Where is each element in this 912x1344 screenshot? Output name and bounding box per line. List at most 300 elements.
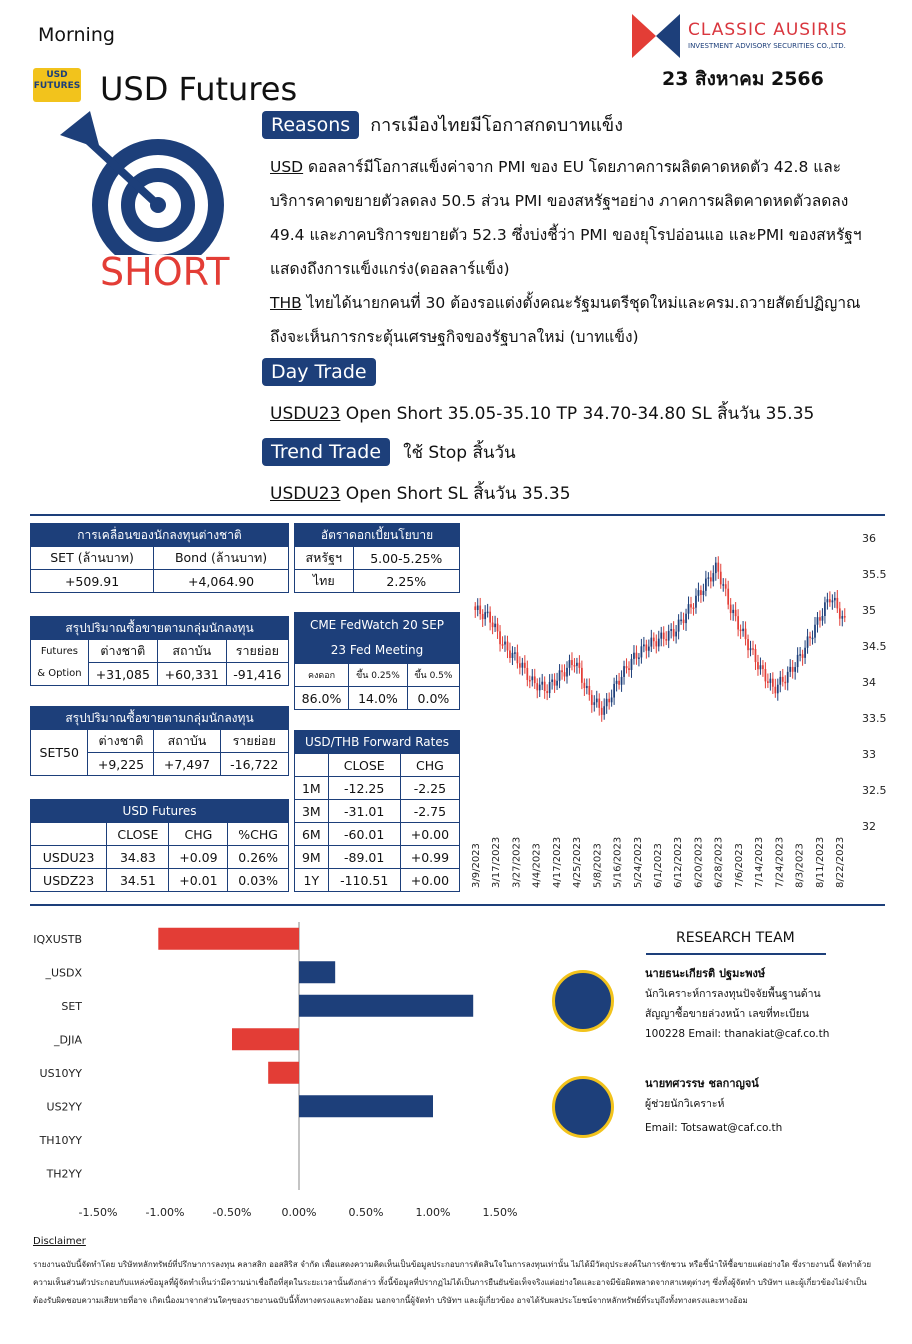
candle-body: [760, 665, 762, 669]
candle-body: [658, 639, 660, 647]
candle-body: [660, 633, 662, 639]
candle-body: [596, 699, 598, 703]
usd-candlestick-chart: [466, 522, 886, 894]
day-trade-symbol: USDU23: [270, 404, 341, 424]
x-tick-label: -1.00%: [145, 1206, 185, 1219]
candle-body: [554, 680, 556, 686]
set-header: SET (ล้านบาท): [31, 547, 154, 570]
y-tick-label: 32: [862, 820, 876, 833]
candle-body: [685, 614, 687, 623]
bar: [299, 995, 473, 1017]
target-dart-icon: [50, 105, 230, 255]
candle-body: [787, 672, 789, 683]
candle-body: [546, 691, 548, 693]
candle-body: [536, 683, 538, 690]
company-name: CLASSIC AUSIRIS: [688, 20, 848, 40]
bar-category-label: SET: [61, 999, 82, 1013]
candle-body: [797, 655, 799, 667]
x-tick-label: 6/28/2023: [713, 836, 725, 888]
candle-body: [767, 681, 769, 683]
market-change-bar-chart: [30, 918, 530, 1223]
candle-body: [603, 706, 605, 715]
x-tick-label: 6/20/2023: [693, 836, 705, 888]
candle-body: [633, 653, 635, 659]
candle-body: [727, 589, 729, 605]
chg-header: CHG: [169, 823, 228, 846]
x-tick-label: 5/16/2023: [612, 836, 624, 888]
candle-body: [819, 617, 821, 621]
chg-value: +0.99: [400, 846, 459, 869]
analyst-1-contact: 100228 Email: thanakiat@caf.co.th: [645, 1028, 830, 1040]
candle-body: [593, 702, 595, 705]
company-logo-icon: [632, 14, 680, 58]
candle-body: [707, 577, 709, 579]
chg-value: +0.01: [169, 869, 228, 892]
candle-body: [720, 572, 722, 585]
close-header: CLOSE: [328, 754, 400, 777]
bar-category-label: US2YY: [46, 1100, 82, 1114]
bar-category-label: US10YY: [39, 1066, 82, 1080]
bond-header: Bond (ล้านบาท): [154, 547, 289, 570]
forward-rates-title: USD/THB Forward Rates: [295, 731, 460, 754]
y-tick-label: 34: [862, 676, 876, 689]
analyst-photo: [552, 970, 614, 1032]
x-tick-label: 0.50%: [348, 1206, 384, 1219]
assistant-photo: [552, 1076, 614, 1138]
candle-body: [680, 620, 682, 622]
candle-body: [531, 676, 533, 680]
candle-body: [579, 663, 581, 668]
candle-body: [698, 590, 700, 596]
candle-body: [556, 681, 558, 686]
analyst-2-name: นายทศวรรษ ชลกาญจน์: [645, 1077, 759, 1090]
tenor: 9M: [295, 846, 329, 869]
fedwatch-table: [294, 612, 460, 710]
close-value: -60.01: [328, 823, 400, 846]
chg-value: +0.09: [169, 846, 228, 869]
report-date: 23 สิงหาคม 2566: [662, 68, 824, 90]
candle-body: [670, 629, 672, 631]
candle-body: [616, 681, 618, 684]
candle-body: [831, 600, 833, 602]
candle-body: [742, 629, 744, 631]
y-tick-label: 34.5: [862, 640, 886, 653]
candle-body: [836, 598, 838, 608]
candle-body: [695, 596, 697, 608]
empty-cell: [295, 754, 329, 777]
x-tick-label: 8/3/2023: [794, 843, 806, 888]
candle-body: [519, 663, 521, 667]
header-institution: สถาบัน: [154, 730, 220, 753]
candle-body: [541, 682, 543, 685]
candle-body: [735, 610, 737, 616]
candle-body: [794, 667, 796, 672]
candle-body: [631, 659, 633, 670]
futures-option-label: Futures & Option: [31, 640, 89, 686]
candle-body: [668, 631, 670, 641]
chg-value: -2.25: [400, 777, 459, 800]
candle-body: [492, 623, 494, 628]
candle-body: [807, 636, 809, 647]
chg-value: -2.75: [400, 800, 459, 823]
institution-value: +7,497: [154, 753, 220, 776]
y-tick-label: 33: [862, 748, 876, 761]
close-value: -31.01: [328, 800, 400, 823]
candle-body: [502, 644, 504, 646]
close-value: -110.51: [328, 869, 400, 892]
candle-body: [663, 633, 665, 640]
foreign-value: +31,085: [88, 663, 157, 686]
reasons-label: Reasons: [262, 111, 359, 139]
header-retail: รายย่อย: [220, 730, 289, 753]
pct-chg-header: %CHG: [228, 823, 289, 846]
x-tick-label: 4/17/2023: [551, 836, 563, 888]
x-tick-label: 8/11/2023: [814, 836, 826, 888]
bar-category-label: _DJIA: [54, 1033, 82, 1047]
x-tick-label: 6/1/2023: [653, 843, 664, 888]
candle-body: [769, 679, 771, 683]
rate-value: 5.00-5.25%: [353, 547, 459, 570]
candle-body: [777, 685, 779, 694]
trend-trade-symbol: USDU23: [270, 484, 341, 504]
candle-body: [792, 667, 794, 672]
candle-body: [583, 683, 585, 688]
trend-trade-label: Trend Trade: [262, 438, 390, 466]
chg-header: CHG: [400, 754, 459, 777]
fed-50-value: 0.0%: [407, 687, 459, 710]
candle-body: [757, 662, 759, 669]
bar: [268, 1062, 299, 1084]
candle-body: [814, 625, 816, 638]
candle-body: [482, 614, 484, 619]
candle-body: [710, 577, 712, 581]
policy-rate-title: อัตราดอกเบี้ยนโยบาย: [295, 524, 460, 547]
candle-body: [524, 663, 526, 668]
fedwatch-title: CME FedWatch 20 SEP 23 Fed Meeting: [295, 613, 460, 664]
divider-mid: [30, 904, 885, 906]
x-tick-label: 7/14/2023: [754, 836, 766, 888]
candle-body: [613, 684, 615, 698]
candle-body: [608, 699, 610, 703]
candle-body: [703, 591, 705, 595]
candle-body: [789, 667, 791, 672]
usd-reason: [270, 150, 880, 286]
company-subtitle: INVESTMENT ADVISORY SECURITIES CO.,LTD.: [688, 42, 846, 50]
candle-body: [700, 590, 702, 595]
candle-body: [725, 584, 727, 588]
candle-body: [799, 654, 801, 656]
x-tick-label: 6/12/2023: [673, 836, 685, 888]
candle-body: [817, 617, 819, 625]
bar-category-label: TH2YY: [46, 1167, 82, 1181]
x-tick-label: 3/17/2023: [491, 836, 503, 888]
candle-body: [512, 653, 514, 658]
research-team-underline: [646, 953, 826, 955]
candle-body: [494, 624, 496, 627]
candle-body: [834, 598, 836, 600]
x-tick-label: 8/22/2023: [835, 836, 846, 888]
candle-body: [683, 620, 685, 623]
candle-body: [645, 644, 647, 650]
bar: [299, 1095, 433, 1117]
candle-body: [665, 639, 667, 641]
analyst-1-role-2: สัญญาซื้อขายล่วงหน้า เลขที่ทะเบียน: [645, 1008, 809, 1020]
candle-body: [653, 638, 655, 642]
forward-rates-table: [294, 730, 460, 892]
investor-summary-title: สรุปปริมาณซื้อขายตามกลุ่มนักลงทุน: [31, 617, 289, 640]
header-foreign: ต่างชาติ: [88, 640, 157, 663]
candle-body: [514, 652, 516, 654]
candle-body: [509, 650, 511, 657]
contract: USDU23: [31, 846, 107, 869]
research-team-title: RESEARCH TEAM: [676, 930, 795, 946]
candle-body: [779, 677, 781, 685]
set50-summary-title: สรุปปริมาณซื้อขายตามกลุ่มนักลงทุน: [31, 707, 289, 730]
candle-body: [822, 616, 824, 621]
fed-25-value: 14.0%: [349, 687, 408, 710]
candle-body: [717, 563, 719, 572]
foreign-flow-table: [30, 523, 289, 593]
fed-hold-header: คงดอก: [295, 664, 349, 687]
candle-body: [765, 669, 767, 681]
usd-tag: USD: [270, 158, 304, 176]
tenor: 1Y: [295, 869, 329, 892]
y-tick-label: 35: [862, 604, 876, 617]
candle-body: [484, 612, 486, 619]
thb-reason-text: ไทยได้นายกคนที่ 30 ต้องรอแต่งตั้งคณะรัฐมนตรีชุดใหม่และครม.ถวายสัตย์ปฏิญาณ ถึงจะเห็นการกระตุ้นเศรษฐกิจของรัฐบาลใหม่ (บาทแข็ง): [270, 294, 861, 346]
bar: [232, 1028, 299, 1050]
candle-body: [650, 638, 652, 647]
candle-body: [655, 641, 657, 646]
candle-body: [539, 685, 541, 691]
investor-summary-table: [30, 616, 289, 686]
trend-trade-note: ใช้ Stop สิ้นวัน: [403, 443, 516, 463]
candle-body: [606, 699, 608, 706]
candle-body: [752, 648, 754, 650]
set-value: +509.91: [31, 570, 154, 593]
institution-value: +60,331: [157, 663, 226, 686]
candle-body: [688, 604, 690, 614]
tenor: 3M: [295, 800, 329, 823]
candle-body: [588, 686, 590, 695]
candle-body: [591, 695, 593, 705]
candle-body: [809, 636, 811, 638]
header-foreign: ต่างชาติ: [88, 730, 154, 753]
foreign-flow-title: การเคลื่อนของนักลงทุนต่างชาติ: [31, 524, 289, 547]
candle-body: [772, 679, 774, 687]
pct-chg-value: 0.26%: [228, 846, 289, 869]
candle-body: [755, 649, 757, 662]
x-tick-label: 7/6/2023: [733, 843, 745, 888]
candle-body: [564, 672, 566, 676]
tenor: 1M: [295, 777, 329, 800]
candle-body: [782, 677, 784, 682]
candle-body: [517, 652, 519, 663]
candle-body: [621, 677, 623, 685]
trend-trade-plan: [270, 480, 571, 507]
candle-body: [804, 648, 806, 658]
candle-body: [487, 612, 489, 614]
candle-body: [673, 629, 675, 636]
candle-body: [641, 646, 643, 657]
reasons-header: [262, 110, 623, 139]
day-trade-text: Open Short 35.05-35.10 TP 34.70-34.80 SL สิ้นวัน 35.35: [340, 404, 815, 424]
candle-body: [618, 681, 620, 685]
x-tick-label: -0.50%: [212, 1206, 252, 1219]
x-tick-label: 1.00%: [415, 1206, 451, 1219]
candle-body: [569, 660, 571, 668]
close-value: 34.83: [107, 846, 169, 869]
candle-body: [737, 616, 739, 629]
disclaimer-text: รายงานฉบับนี้จัดทำโดย บริษัทหลักทรัพย์ที่ปรึกษาการลงทุน คลาสสิก ออสสิริส จำกัด เพื่อแสดงความคิดเห็นเป็นข้อมูลประกอบการตัดสินใจในการลงทุนเท่านั้น ไม่ได้มีวัตถุประสงค์ในการชักชวน หรือชี้นำให้ซื้อขายแต่อย่างใด ซึ่งรายงานนี้ จัดทำด้วยความเห็นส่วนตัวประกอบกับแหล่งข้อมูลที่ผู้จัดทำเห็นว่ามีความน่าเชื่อถือที่สุดในระยะเวลานั้นดังกล่าว ทั้งนี้ข้อมูลที่ปรากฏไม่ได้เป็นการยืนยันข้อเท็จจริงแต่อย่างใดและอาจมีข้อผิดพลาดจากสาเหตุต่างๆ ซึ่งทั้งผู้จัดทำ บริษัทฯ และผู้เกี่ยวข้องไม่จำเป็นต้องรับผิดชอบความเสียหายที่อาจ เกิดเนื่องมาจากส่วนใดๆของรายงานฉบับนี้ทั้งทางตรงและทางอ้อม นอกจากนี้ผู้จัดทำ บริษัทฯ และผู้เกี่ยวข้อง อาจได้รับผลประโยชน์จากหลักทรัพย์ที่ระบุถึงทั้งทางตรงและทางอ้อม: [33, 1260, 872, 1305]
candle-body: [574, 665, 576, 667]
analyst-1-role: นักวิเคราะห์การลงทุนปัจจัยพื้นฐานด้าน: [645, 988, 821, 1000]
candle-body: [507, 642, 509, 651]
candle-body: [529, 680, 531, 682]
x-tick-label: 4/4/2023: [531, 843, 543, 888]
candle-body: [762, 665, 764, 669]
retail-value: -16,722: [220, 753, 289, 776]
chg-value: +0.00: [400, 869, 459, 892]
y-tick-label: 36: [862, 532, 876, 545]
candle-body: [474, 606, 476, 610]
close-value: 34.51: [107, 869, 169, 892]
rate-value: 2.25%: [353, 570, 459, 593]
usd-futures-table: [30, 799, 289, 892]
candle-body: [534, 676, 536, 683]
usd-reason-text: ดอลลาร์มีโอกาสแข็งค่าจาก PMI ของ EU โดยภาคการผลิตคาดหดตัว 42.8 และบริการคาดขยายตัวลดลง 50.5 ส่วน PMI ของสหรัฐฯอย่าง ภาคการผลิตคาดหดตัวลดลง 49.4 และภาคบริการขยายตัว 52.3 ซึ่งบ่งชี้ว่า PMI ของยุโรปอ่อนแอ และPMI ของสหรัฐฯแสดงถึงการแข็งแกร่ง(ดอลลาร์แข็ง): [270, 158, 862, 278]
bar: [158, 928, 299, 950]
y-tick-label: 33.5: [862, 712, 886, 725]
candle-body: [745, 629, 747, 639]
x-tick-label: 3/9/2023: [471, 843, 482, 888]
candle-body: [477, 606, 479, 610]
trade-signal: SHORT: [100, 250, 230, 294]
candle-body: [549, 682, 551, 693]
candle-body: [551, 680, 553, 682]
candle-body: [636, 653, 638, 659]
bar: [299, 961, 335, 983]
candle-body: [648, 647, 650, 651]
candle-body: [802, 654, 804, 658]
candle-body: [844, 616, 846, 618]
close-header: CLOSE: [107, 823, 169, 846]
bar-category-label: IQXUSTB: [33, 932, 82, 946]
close-value: -89.01: [328, 846, 400, 869]
usd-futures-title: USD Futures: [31, 800, 289, 823]
candle-body: [504, 642, 506, 645]
bond-value: +4,064.90: [154, 570, 289, 593]
candle-body: [712, 573, 714, 581]
candle-body: [693, 607, 695, 609]
candle-body: [611, 698, 613, 703]
day-trade-label: Day Trade: [262, 358, 376, 386]
header-institution: สถาบัน: [157, 640, 226, 663]
fed-hold-value: 86.0%: [295, 687, 349, 710]
set50-summary-table: [30, 706, 289, 776]
candle-body: [675, 632, 677, 637]
analyst-2-contact: Email: Totsawat@caf.co.th: [645, 1122, 783, 1134]
page-title: USD Futures: [100, 70, 298, 108]
thb-reason: [270, 286, 880, 354]
candle-body: [715, 563, 717, 573]
candle-body: [839, 608, 841, 618]
bar-category-label: _USDX: [45, 966, 82, 980]
set50-label: SET50: [31, 730, 88, 776]
pct-chg-value: 0.03%: [228, 869, 289, 892]
reasons-headline: การเมืองไทยมีโอกาสกดบาทแข็ง: [370, 115, 624, 136]
candle-body: [544, 682, 546, 691]
policy-rate-table: [294, 523, 460, 593]
x-tick-label: 4/25/2023: [572, 836, 584, 888]
candle-body: [497, 624, 499, 632]
day-trade-plan: [270, 400, 814, 427]
candle-body: [586, 686, 588, 688]
candle-body: [623, 666, 625, 677]
x-tick-label: 5/24/2023: [632, 836, 644, 888]
thb-tag: THB: [270, 294, 302, 312]
candle-body: [598, 699, 600, 708]
divider-top: [30, 514, 885, 516]
fed-50-header: ขึ้น 0.5%: [407, 664, 459, 687]
candle-body: [774, 687, 776, 694]
foreign-value: +9,225: [88, 753, 154, 776]
candle-body: [643, 644, 645, 646]
bar-category-label: TH10YY: [39, 1133, 82, 1147]
candle-body: [576, 663, 578, 666]
analyst-1-name: นายธนะเกียรติ ปฐมะพงษ์: [645, 967, 766, 980]
candle-body: [678, 620, 680, 632]
chg-value: +0.00: [400, 823, 459, 846]
header-retail: รายย่อย: [226, 640, 288, 663]
analyst-1: [645, 964, 829, 1044]
y-tick-label: 35.5: [862, 568, 886, 581]
x-tick-label: 1.50%: [482, 1206, 518, 1219]
analyst-2-role: ผู้ช่วยนักวิเคราะห์: [645, 1098, 725, 1110]
trend-trade-header: [262, 438, 516, 466]
x-tick-label: 0.00%: [281, 1206, 317, 1219]
close-value: -12.25: [328, 777, 400, 800]
candle-body: [566, 668, 568, 677]
rate-country: สหรัฐฯ: [295, 547, 354, 570]
candle-body: [827, 599, 829, 602]
candle-body: [841, 616, 843, 619]
candle-body: [499, 631, 501, 644]
x-tick-label: 3/27/2023: [511, 836, 523, 888]
usd-futures-badge: USD FUTURES: [33, 68, 81, 102]
candle-body: [559, 670, 561, 680]
candle-body: [730, 605, 732, 613]
candle-body: [581, 668, 583, 683]
candle-body: [521, 663, 523, 668]
candle-body: [638, 657, 640, 659]
disclaimer-title: Disclaimer: [33, 1236, 86, 1247]
x-tick-label: 7/24/2023: [774, 836, 786, 888]
report-session: Morning: [38, 24, 115, 46]
x-tick-label: 5/8/2023: [592, 843, 604, 888]
candle-body: [626, 666, 628, 668]
y-tick-label: 32.5: [862, 784, 886, 797]
candle-body: [732, 610, 734, 613]
candle-body: [489, 612, 491, 623]
retail-value: -91,416: [226, 663, 288, 686]
x-tick-label: -1.50%: [78, 1206, 118, 1219]
candle-body: [824, 602, 826, 616]
day-trade-header: [262, 358, 376, 386]
contract: USDZ23: [31, 869, 107, 892]
candle-body: [601, 708, 603, 715]
candle-body: [722, 584, 724, 586]
